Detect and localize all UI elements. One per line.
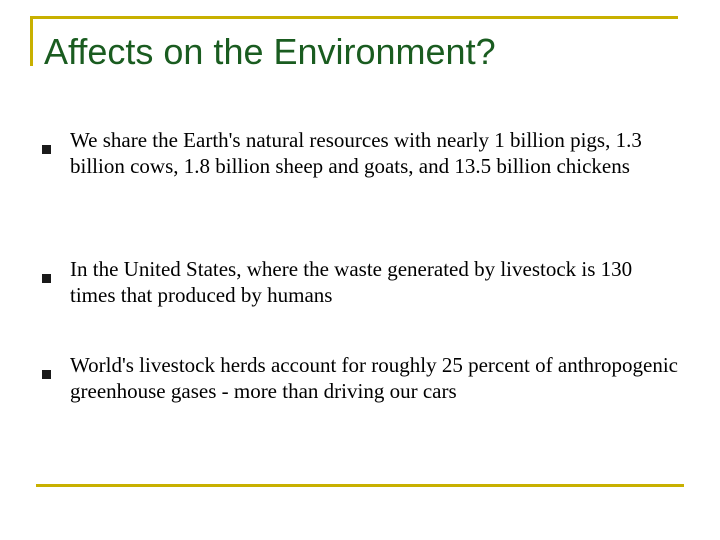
- bullet-text: In the United States, where the waste generated by livestock is 130 times that produced by humans: [70, 257, 633, 307]
- slide-title: Affects on the Environment?: [44, 31, 496, 72]
- square-bullet-icon: [42, 274, 51, 283]
- bullet-text: We share the Earth's natural resources with nearly 1 billion pigs, 1.3 billion cows, 1.8 billion sheep and goats, and 13.5 billion chickens: [70, 128, 642, 178]
- frame-top-rule: [30, 16, 678, 19]
- square-bullet-icon: [42, 370, 51, 379]
- square-bullet-icon: [42, 145, 51, 154]
- frame-left-rule: [30, 16, 33, 66]
- frame-bottom-rule: [36, 484, 684, 487]
- bullet-text: World's livestock herds account for roughly 25 percent of anthropogenic greenhouse gases - more than driving our cars: [70, 353, 678, 403]
